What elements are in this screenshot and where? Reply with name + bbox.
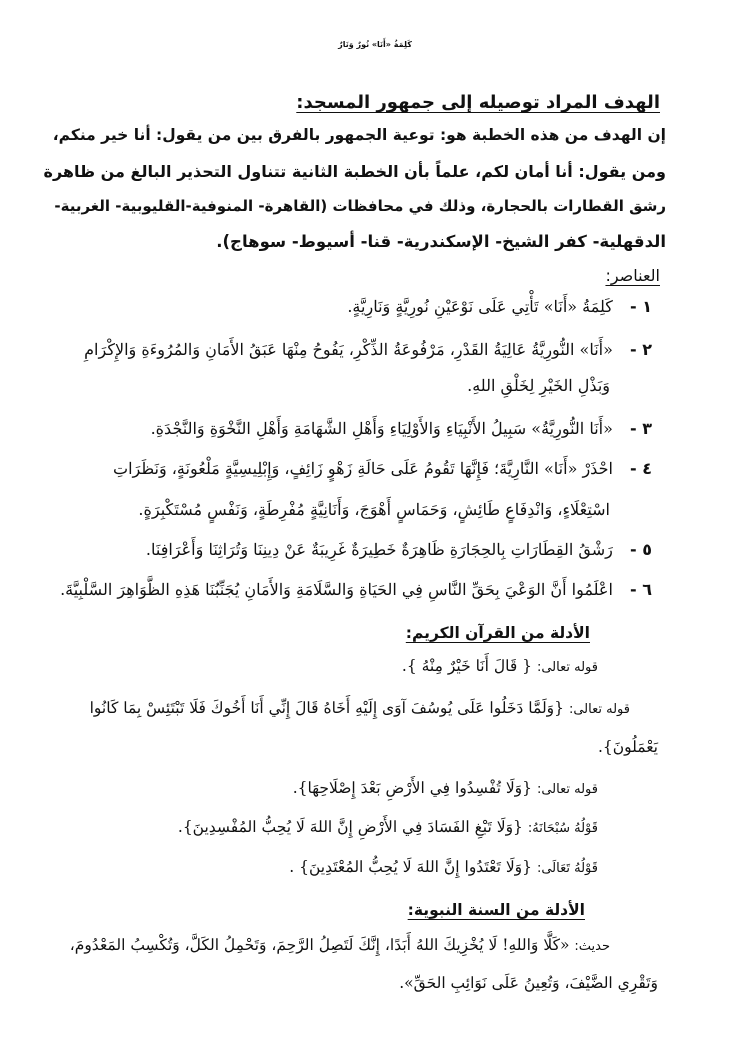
item-text: احْذَرْ «أَنَا» النَّارِيَّةَ؛ فَإِنَّهَا تَقُومُ عَلَى حَالَةِ زَهْوٍ زَائِفٍ، وَإِبْلِيسِيَّةٍ مَلْعُونَةٍ، وَنَظَرَاتِ <box>113 459 613 478</box>
verse-intro: قوله تعالى: <box>536 782 598 797</box>
sunnah-heading: الأدلة من السنة النبوية: <box>407 901 585 919</box>
element-item <box>84 340 652 359</box>
verse-text-continued: يَعْمَلُونَ}. <box>597 738 658 756</box>
verse-text: { قَالَ أَنَا خَيْرٌ مِنْهُ }. <box>401 657 533 675</box>
quran-verse <box>402 657 598 675</box>
quran-heading: الأدلة من القرآن الكريم: <box>405 624 590 642</box>
item-text-continued: اسْتِعْلَاءٍ، وَانْدِفَاعٍ طَائِشٍ، وَحَمَاسٍ أَهْوَجَ، وَأَنَانِيَّةٍ مُفْرِطَةٍ، وَنَفْسٍ مُسْتَكْبِرَةٍ. <box>138 500 610 519</box>
hadith-text: «كَلَّا وَاللهِ! لَا يُخْزِيكَ اللهُ أَبَدًا، إِنَّكَ لَتَصِلُ الرَّحِمَ، وَتَحْمِلُ الكَلَّ، وَتُكْسِبُ المَعْدُومَ، <box>69 936 570 954</box>
hadith-intro: حديث: <box>574 939 610 954</box>
goal-line: الدقهلية- كفر الشيخ- الإسكندرية- قنا- أسيوط- سوهاج). <box>216 232 666 251</box>
item-text: كَلِمَةُ «أَنَا» تَأْتِي عَلَى نَوْعَيْنِ نُورِيَّةٍ وَنَارِيَّةٍ. <box>347 297 613 316</box>
goal-line: ومن يقول: أنا أمان لكم، علماً بأن الخطبة الثانية تتناول التحذير البالغ من ظاهرة <box>43 162 666 181</box>
quran-verse <box>178 818 598 836</box>
item-text-continued: وَبَذْلِ الخَيْرِ لِخَلْقِ اللهِ. <box>467 376 610 395</box>
element-item <box>113 459 652 478</box>
goal-heading: الهدف المراد توصيله إلى جمهور المسجد: <box>296 92 660 113</box>
element-item <box>151 419 652 438</box>
quran-verse <box>293 779 598 797</box>
verse-text: {وَلَا تُفْسِدُوا فِي الأَرْضِ بَعْدَ إِصْلَاحِهَا}. <box>292 779 533 797</box>
verse-intro: قوله تعالى: <box>568 702 630 717</box>
elements-heading: العناصر: <box>605 266 660 285</box>
verse-intro: قوله تعالى: <box>536 660 598 675</box>
element-item <box>347 297 652 316</box>
hadith-line <box>70 936 610 954</box>
goal-line: إن الهدف من هذه الخطبة هو: توعية الجمهور بالفرق بين من يقول: أنا خير منكم، <box>52 126 666 144</box>
quran-verse <box>90 699 630 717</box>
page-title: كَلِمَةُ «أَنَا» نُورٌ وَنَارٌ <box>338 40 412 49</box>
item-text: رَشْقُ القِطَارَاتِ بِالحِجَارَةِ ظَاهِرَةٌ خَطِيرَةٌ غَرِيبَةٌ عَنْ دِينِنَا وَتُرَاثِنَا وَأَعْرَافِنَا. <box>145 540 613 559</box>
goal-line: رشق القطارات بالحجارة، وذلك في محافظات (القاهرة- المنوفية-القليوبية- الغربية- <box>54 197 666 215</box>
item-text: «أَنَا النُّورِيَّةُ» سَبِيلُ الأَنْبِيَاءِ وَالأَوْلِيَاءِ وَأَهْلِ الشَّهَامَةِ وَأَهْلِ النَّخْوَةِ وَالنَّجْدَةِ. <box>150 419 613 438</box>
element-item <box>146 540 652 559</box>
item-number: ١ - <box>630 297 652 316</box>
item-text: اعْلَمُوا أَنَّ الوَعْيَ بِحَقِّ النَّاسِ فِي الحَيَاةِ وَالسَّلَامَةِ وَالأَمَانِ يُجَنِّبُنَا هَذِهِ الظَّوَاهِرَ السَّلْبِيَّةَ. <box>60 580 613 599</box>
quran-verse <box>289 858 598 876</box>
item-number: ٦ - <box>630 580 652 599</box>
verse-text: {وَلَا تَعْتَدُوا إِنَّ اللهَ لَا يُحِبُّ المُعْتَدِينَ} . <box>289 858 533 876</box>
verse-text: {وَلَا تَبْغِ الفَسَادَ فِي الأَرْضِ إِنَّ اللهَ لَا يُحِبُّ المُفْسِدِينَ}. <box>177 818 523 836</box>
verse-intro: قَوْلُهُ سُبْحَانَهُ: <box>527 821 598 836</box>
element-item <box>60 580 652 599</box>
item-number: ٢ - <box>630 340 652 359</box>
item-text: «أَنَا» النُّورِيَّةُ عَالِيَةُ القَدْرِ، مَرْفُوعَةُ الذِّكْرِ، يَفُوحُ مِنْهَا عَبَقُ الأَمَانِ وَالمُرُوءَةِ وَالإِكْرَامِ <box>84 340 613 359</box>
verse-intro: قَوْلُهُ تَعَالَى: <box>536 861 598 876</box>
item-number: ٥ - <box>630 540 652 559</box>
item-number: ٣ - <box>630 419 652 438</box>
verse-text: {وَلَمَّا دَخَلُوا عَلَى يُوسُفَ آوَى إِلَيْهِ أَخَاهُ قَالَ إِنِّي أَنَا أَخُوكَ فَلَا تَبْتَئِسْ بِمَا كَانُوا <box>89 699 565 717</box>
item-number: ٤ - <box>630 459 652 478</box>
hadith-line-continued: وَتَقْرِي الضَّيْفَ، وَتُعِينُ عَلَى نَوَائِبِ الحَقِّ». <box>399 974 658 992</box>
